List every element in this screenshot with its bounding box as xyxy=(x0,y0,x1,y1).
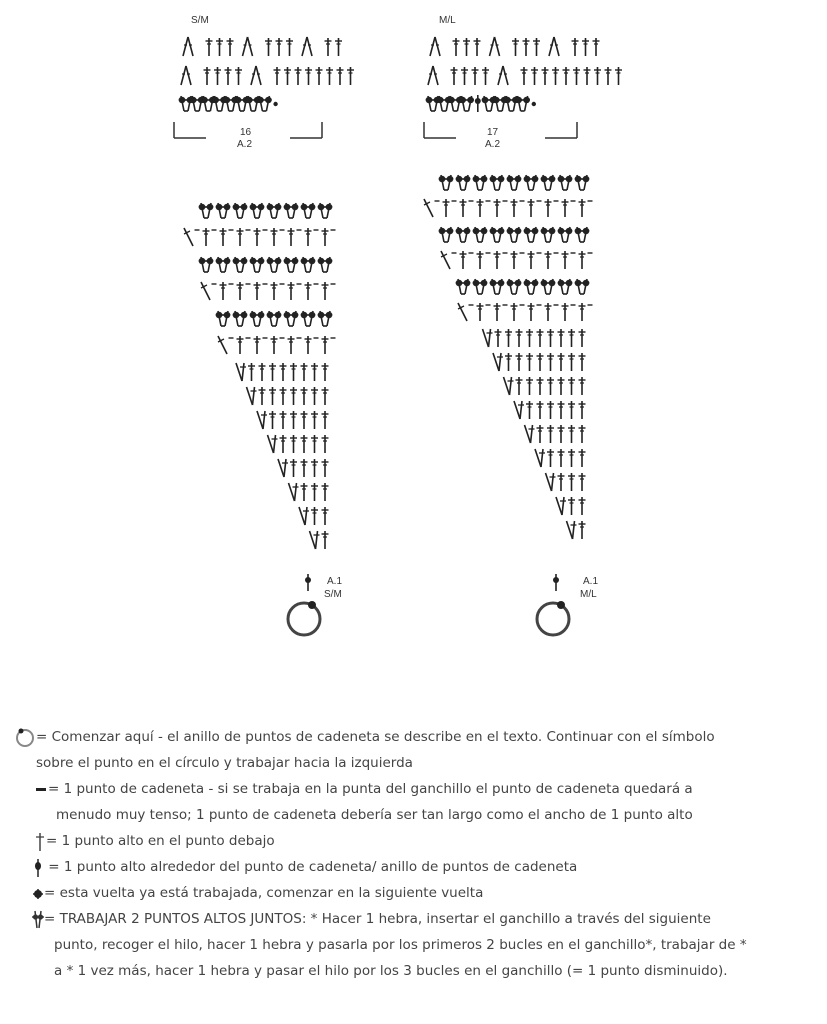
double-crochet-symbol xyxy=(214,67,221,85)
dc2tog-symbol xyxy=(233,311,248,326)
double-crochet-symbol xyxy=(311,411,318,429)
dc2tog-symbol xyxy=(439,175,454,190)
double-crochet-symbol xyxy=(545,303,552,321)
increase-symbol xyxy=(430,37,440,56)
double-crochet-symbol xyxy=(573,67,580,85)
double-crochet-symbol xyxy=(558,353,565,371)
double-crochet-symbol xyxy=(301,459,308,477)
dc2tog-symbol xyxy=(456,279,471,294)
dc2tog-symbol xyxy=(233,203,248,218)
increase-symbol xyxy=(243,37,253,56)
double-crochet-symbol xyxy=(579,401,586,419)
double-crochet-symbol xyxy=(305,282,312,300)
double-crochet-symbol xyxy=(311,387,318,405)
double-crochet-symbol xyxy=(254,228,261,246)
start-increase-symbol xyxy=(236,363,246,381)
increase-symbol xyxy=(549,37,559,56)
double-crochet-symbol xyxy=(227,38,234,56)
double-crochet-symbol xyxy=(579,521,586,539)
double-crochet-symbol xyxy=(220,228,227,246)
dc2tog-symbol xyxy=(301,257,316,272)
legend-item-dc xyxy=(22,828,812,854)
double-crochet-symbol xyxy=(558,377,565,395)
double-crochet-symbol xyxy=(537,353,544,371)
dc2tog-symbol xyxy=(558,279,573,294)
double-crochet-symbol xyxy=(322,363,329,381)
row-done-marker xyxy=(273,102,277,106)
dc2tog-symbol xyxy=(459,96,474,111)
double-crochet-symbol xyxy=(568,401,575,419)
double-crochet-symbol xyxy=(322,282,329,300)
dc2tog-symbol xyxy=(575,227,590,242)
double-crochet-symbol xyxy=(579,497,586,515)
legend-text: = Comenzar aquí - el anillo de puntos de cadeneta se describe en el texto. Continuar con el símbolo xyxy=(36,729,715,745)
double-crochet-symbol xyxy=(579,473,586,491)
start-increase-symbol xyxy=(268,435,278,453)
dc2tog-symbol xyxy=(439,227,454,242)
double-crochet-symbol xyxy=(472,67,479,85)
double-crochet-symbol xyxy=(301,363,308,381)
legend-text: = 1 punto alto alrededor del punto de cadeneta/ anillo de puntos de cadeneta xyxy=(44,859,578,875)
double-crochet-symbol xyxy=(542,67,549,85)
double-crochet-symbol xyxy=(235,67,242,85)
magic-ring-start-icon xyxy=(14,728,36,746)
double-crochet-symbol xyxy=(568,497,575,515)
legend-text: = TRABAJAR 2 PUNTOS ALTOS JUNTOS: * Hacer 1 hebra, insertar el ganchillo a través del siguiente xyxy=(44,911,711,927)
dc-around-chain-symbol xyxy=(305,574,311,591)
slanted-dc-symbol xyxy=(424,199,433,217)
legend-item-chain xyxy=(22,776,812,828)
double-crochet-symbol xyxy=(325,38,332,56)
double-crochet-symbol xyxy=(547,449,554,467)
double-crochet-symbol xyxy=(322,228,329,246)
double-crochet-symbol xyxy=(322,336,329,354)
double-crochet-symbol xyxy=(545,251,552,269)
double-crochet-symbol xyxy=(322,387,329,405)
dc2tog-symbol xyxy=(318,203,333,218)
double-crochet-symbol xyxy=(584,67,591,85)
double-crochet-symbol xyxy=(280,363,287,381)
double-crochet-symbol xyxy=(516,353,523,371)
magic-ring-inner xyxy=(541,607,565,631)
increase-symbol xyxy=(183,37,193,56)
dc2tog-symbol xyxy=(284,311,299,326)
double-crochet-icon xyxy=(34,832,46,850)
stitch-count-ml: 17 xyxy=(487,127,499,138)
slanted-dc-symbol xyxy=(441,251,450,269)
double-crochet-symbol xyxy=(505,329,512,347)
double-crochet-symbol xyxy=(322,483,329,501)
legend-item-dc-around-chain xyxy=(22,854,812,880)
double-crochet-symbol xyxy=(615,67,622,85)
double-crochet-symbol xyxy=(301,483,308,501)
chart-name-ml-a2: A.2 xyxy=(485,139,501,150)
double-crochet-symbol xyxy=(326,67,333,85)
double-crochet-symbol xyxy=(563,67,570,85)
legend-text-cont: menudo muy tenso; 1 punto de cadeneta debería ser tan largo como el ancho de 1 punto alto xyxy=(56,807,693,823)
size-label-sm-a1: S/M xyxy=(324,589,342,600)
start-increase-symbol xyxy=(535,449,545,467)
start-increase-symbol xyxy=(504,377,514,395)
symbol-legend xyxy=(22,724,812,984)
double-crochet-symbol xyxy=(460,199,467,217)
double-crochet-symbol xyxy=(558,449,565,467)
double-crochet-symbol xyxy=(505,353,512,371)
double-crochet-symbol xyxy=(593,38,600,56)
double-crochet-symbol xyxy=(495,329,502,347)
dc2tog-symbol xyxy=(199,203,214,218)
start-increase-symbol xyxy=(299,507,309,525)
double-crochet-symbol xyxy=(311,507,318,525)
double-crochet-symbol xyxy=(290,387,297,405)
stitch-count-sm: 16 xyxy=(240,127,252,138)
dc2tog-symbol xyxy=(507,279,522,294)
dc2tog-symbol xyxy=(558,227,573,242)
increase-symbol xyxy=(428,66,438,85)
double-crochet-symbol xyxy=(335,38,342,56)
chart-name-ml-a1: A.1 xyxy=(583,576,599,587)
dc2tog-symbol xyxy=(507,227,522,242)
double-crochet-symbol xyxy=(579,251,586,269)
double-crochet-symbol xyxy=(288,282,295,300)
double-crochet-symbol xyxy=(290,363,297,381)
dc-around-chain-symbol xyxy=(553,574,559,591)
double-crochet-symbol xyxy=(537,425,544,443)
double-crochet-symbol xyxy=(305,228,312,246)
start-dot xyxy=(308,601,316,609)
double-crochet-symbol xyxy=(271,228,278,246)
double-crochet-symbol xyxy=(259,387,266,405)
start-increase-symbol xyxy=(289,483,299,501)
double-crochet-symbol xyxy=(288,336,295,354)
dc2tog-symbol xyxy=(233,257,248,272)
double-crochet-symbol xyxy=(568,449,575,467)
double-crochet-symbol xyxy=(579,377,586,395)
dc2tog-symbol xyxy=(199,257,214,272)
double-crochet-symbol xyxy=(322,435,329,453)
double-crochet-symbol xyxy=(305,336,312,354)
double-crochet-symbol xyxy=(579,199,586,217)
double-crochet-symbol xyxy=(451,67,458,85)
dc2tog-symbol xyxy=(301,311,316,326)
size-label-ml-a1: M/L xyxy=(580,589,597,600)
dc2tog-symbol xyxy=(575,279,590,294)
double-crochet-symbol xyxy=(528,199,535,217)
double-crochet-symbol xyxy=(579,425,586,443)
double-crochet-symbol xyxy=(547,377,554,395)
dc2tog-symbol xyxy=(284,203,299,218)
double-crochet-symbol xyxy=(537,329,544,347)
dc2tog-symbol xyxy=(267,311,282,326)
dc2tog-symbol xyxy=(524,279,539,294)
double-crochet-symbol xyxy=(225,67,232,85)
double-crochet-symbol xyxy=(453,38,460,56)
dc2tog-symbol xyxy=(456,227,471,242)
double-crochet-symbol xyxy=(220,282,227,300)
dc2tog-symbol xyxy=(524,175,539,190)
double-crochet-symbol xyxy=(461,67,468,85)
legend-text-cont: punto, recoger el hilo, hacer 1 hebra y pasarla por los primeros 2 bucles en el ganchillo*, trabajar de * xyxy=(54,937,747,953)
start-increase-symbol xyxy=(483,329,493,347)
start-increase-symbol xyxy=(567,521,577,539)
dc2tog-symbol xyxy=(318,257,333,272)
double-crochet-symbol xyxy=(237,282,244,300)
dc2tog-symbol xyxy=(473,279,488,294)
double-crochet-symbol xyxy=(568,377,575,395)
double-crochet-symbol xyxy=(494,251,501,269)
dc2tog-symbol xyxy=(250,311,265,326)
double-crochet-symbol xyxy=(477,199,484,217)
magic-ring xyxy=(288,603,320,635)
double-crochet-symbol xyxy=(237,228,244,246)
double-crochet-symbol xyxy=(290,411,297,429)
double-crochet-symbol xyxy=(237,336,244,354)
double-crochet-symbol xyxy=(521,67,528,85)
double-crochet-symbol xyxy=(269,411,276,429)
double-crochet-symbol xyxy=(276,38,283,56)
double-crochet-symbol xyxy=(494,303,501,321)
double-crochet-symbol xyxy=(254,336,261,354)
double-crochet-symbol xyxy=(290,459,297,477)
dc2tog-symbol xyxy=(267,257,282,272)
double-crochet-symbol xyxy=(316,67,323,85)
dc2tog-symbol xyxy=(575,175,590,190)
start-increase-symbol xyxy=(310,531,320,549)
size-label-sm-top: S/M xyxy=(191,15,209,26)
double-crochet-symbol xyxy=(463,38,470,56)
double-crochet-symbol xyxy=(558,401,565,419)
double-crochet-symbol xyxy=(322,507,329,525)
dc2tog-symbol xyxy=(301,203,316,218)
start-increase-symbol xyxy=(493,353,503,371)
double-crochet-symbol xyxy=(605,67,612,85)
double-crochet-symbol xyxy=(248,363,255,381)
double-crochet-symbol xyxy=(204,67,211,85)
double-crochet-symbol xyxy=(547,425,554,443)
double-crochet-symbol xyxy=(568,353,575,371)
dc2tog-symbol xyxy=(216,257,231,272)
double-crochet-symbol xyxy=(254,282,261,300)
double-crochet-symbol xyxy=(526,377,533,395)
double-crochet-symbol xyxy=(552,67,559,85)
double-crochet-symbol xyxy=(482,67,489,85)
legend-text-cont: a * 1 vez más, hacer 1 hebra y pasar el hilo por los 3 bucles en el ganchillo (= 1 punto disminuido). xyxy=(54,963,728,979)
double-crochet-symbol xyxy=(271,336,278,354)
increase-symbol xyxy=(498,66,508,85)
double-crochet-symbol xyxy=(477,303,484,321)
double-crochet-symbol xyxy=(311,363,318,381)
dc2tog-symbol xyxy=(515,96,530,111)
magic-ring xyxy=(537,603,569,635)
double-crochet-symbol xyxy=(511,199,518,217)
double-crochet-symbol xyxy=(322,531,329,549)
double-crochet-symbol xyxy=(579,329,586,347)
dc2tog-symbol xyxy=(490,227,505,242)
dc2tog-symbol xyxy=(490,279,505,294)
double-crochet-symbol xyxy=(562,199,569,217)
legend-text: = 1 punto alto en el punto debajo xyxy=(46,833,275,849)
double-crochet-symbol xyxy=(531,67,538,85)
slanted-dc-symbol xyxy=(201,282,210,300)
chain-stitch-icon xyxy=(34,780,48,798)
dc2tog-symbol xyxy=(524,227,539,242)
legend-text: = 1 punto de cadeneta - si se trabaja en la punta del ganchillo el punto de cadeneta quedará a xyxy=(48,781,693,797)
double-crochet-symbol xyxy=(579,449,586,467)
double-crochet-symbol xyxy=(265,38,272,56)
double-crochet-symbol xyxy=(216,38,223,56)
slanted-dc-symbol xyxy=(184,228,193,246)
double-crochet-symbol xyxy=(347,67,354,85)
double-crochet-symbol xyxy=(280,387,287,405)
double-crochet-symbol xyxy=(533,38,540,56)
double-crochet-symbol xyxy=(511,303,518,321)
legend-text: = esta vuelta ya está trabajada, comenzar en la siguiente vuelta xyxy=(44,885,484,901)
dc-around-chain-symbol xyxy=(475,95,481,112)
double-crochet-symbol xyxy=(311,483,318,501)
dc2tog-symbol xyxy=(473,175,488,190)
double-crochet-symbol xyxy=(526,329,533,347)
dc2tog-symbol xyxy=(507,175,522,190)
dc2tog-symbol xyxy=(318,311,333,326)
double-crochet-symbol xyxy=(562,251,569,269)
double-crochet-symbol xyxy=(558,473,565,491)
increase-symbol xyxy=(302,37,312,56)
double-crochet-symbol xyxy=(537,401,544,419)
double-crochet-symbol xyxy=(301,435,308,453)
dc2tog-symbol xyxy=(216,311,231,326)
size-label-ml-top: M/L xyxy=(439,15,456,26)
double-crochet-symbol xyxy=(516,377,523,395)
double-crochet-symbol xyxy=(516,329,523,347)
slanted-dc-symbol xyxy=(218,336,227,354)
double-crochet-symbol xyxy=(203,228,210,246)
double-crochet-symbol xyxy=(284,67,291,85)
double-crochet-symbol xyxy=(269,363,276,381)
start-increase-symbol xyxy=(556,497,566,515)
double-crochet-symbol xyxy=(511,251,518,269)
dc2tog-symbol xyxy=(490,175,505,190)
double-crochet-symbol xyxy=(582,38,589,56)
double-crochet-around-chain-icon xyxy=(32,858,44,876)
dc2tog-icon xyxy=(32,910,44,928)
double-crochet-symbol xyxy=(322,459,329,477)
dc2tog-symbol xyxy=(284,257,299,272)
row-done-icon xyxy=(32,884,44,902)
double-crochet-symbol xyxy=(337,67,344,85)
double-crochet-symbol xyxy=(594,67,601,85)
magic-ring-inner xyxy=(292,607,316,631)
double-crochet-symbol xyxy=(547,353,554,371)
start-increase-symbol xyxy=(247,387,257,405)
double-crochet-symbol xyxy=(547,401,554,419)
increase-symbol xyxy=(490,37,500,56)
double-crochet-symbol xyxy=(311,435,318,453)
legend-text-cont: sobre el punto en el círculo y trabajar hacia la izquierda xyxy=(36,755,413,771)
dc2tog-symbol xyxy=(541,175,556,190)
legend-item-dc2tog xyxy=(22,906,812,984)
start-dot xyxy=(557,601,565,609)
dc2tog-symbol xyxy=(541,279,556,294)
double-crochet-symbol xyxy=(259,363,266,381)
double-crochet-symbol xyxy=(512,38,519,56)
dc2tog-symbol xyxy=(257,96,272,111)
double-crochet-symbol xyxy=(568,425,575,443)
row-done-marker xyxy=(532,102,536,106)
double-crochet-symbol xyxy=(572,38,579,56)
double-crochet-symbol xyxy=(288,228,295,246)
double-crochet-symbol xyxy=(286,38,293,56)
double-crochet-symbol xyxy=(305,67,312,85)
double-crochet-symbol xyxy=(568,329,575,347)
start-increase-symbol xyxy=(514,401,524,419)
dc2tog-symbol xyxy=(267,203,282,218)
start-increase-symbol xyxy=(257,411,267,429)
double-crochet-symbol xyxy=(269,387,276,405)
double-crochet-symbol xyxy=(280,411,287,429)
double-crochet-symbol xyxy=(528,251,535,269)
double-crochet-symbol xyxy=(494,199,501,217)
double-crochet-symbol xyxy=(206,38,213,56)
double-crochet-symbol xyxy=(301,387,308,405)
double-crochet-symbol xyxy=(290,435,297,453)
increase-symbol xyxy=(251,66,261,85)
double-crochet-symbol xyxy=(274,67,281,85)
double-crochet-symbol xyxy=(443,199,450,217)
double-crochet-symbol xyxy=(526,353,533,371)
double-crochet-symbol xyxy=(558,329,565,347)
dc2tog-symbol xyxy=(250,203,265,218)
double-crochet-symbol xyxy=(322,411,329,429)
double-crochet-symbol xyxy=(545,199,552,217)
double-crochet-symbol xyxy=(526,401,533,419)
double-crochet-symbol xyxy=(579,303,586,321)
double-crochet-symbol xyxy=(562,303,569,321)
double-crochet-symbol xyxy=(528,303,535,321)
double-crochet-symbol xyxy=(460,251,467,269)
double-crochet-symbol xyxy=(579,353,586,371)
double-crochet-symbol xyxy=(301,411,308,429)
chart-name-sm-a2: A.2 xyxy=(237,139,253,150)
double-crochet-symbol xyxy=(474,38,481,56)
chart-name-sm-a1: A.1 xyxy=(327,576,343,587)
dc2tog-symbol xyxy=(456,175,471,190)
legend-item-row-done xyxy=(22,880,812,906)
double-crochet-symbol xyxy=(295,67,302,85)
increase-symbol xyxy=(181,66,191,85)
double-crochet-symbol xyxy=(280,435,287,453)
double-crochet-symbol xyxy=(568,473,575,491)
dc2tog-symbol xyxy=(250,257,265,272)
double-crochet-symbol xyxy=(537,377,544,395)
double-crochet-symbol xyxy=(477,251,484,269)
double-crochet-symbol xyxy=(311,459,318,477)
start-increase-symbol xyxy=(525,425,535,443)
double-crochet-symbol xyxy=(523,38,530,56)
legend-item-magic-ring xyxy=(22,724,812,776)
start-increase-symbol xyxy=(546,473,556,491)
dc2tog-symbol xyxy=(558,175,573,190)
dc2tog-symbol xyxy=(473,227,488,242)
dc2tog-symbol xyxy=(216,203,231,218)
start-increase-symbol xyxy=(278,459,288,477)
double-crochet-symbol xyxy=(271,282,278,300)
slanted-dc-symbol xyxy=(458,303,467,321)
double-crochet-symbol xyxy=(558,425,565,443)
double-crochet-symbol xyxy=(547,329,554,347)
dc2tog-symbol xyxy=(541,227,556,242)
